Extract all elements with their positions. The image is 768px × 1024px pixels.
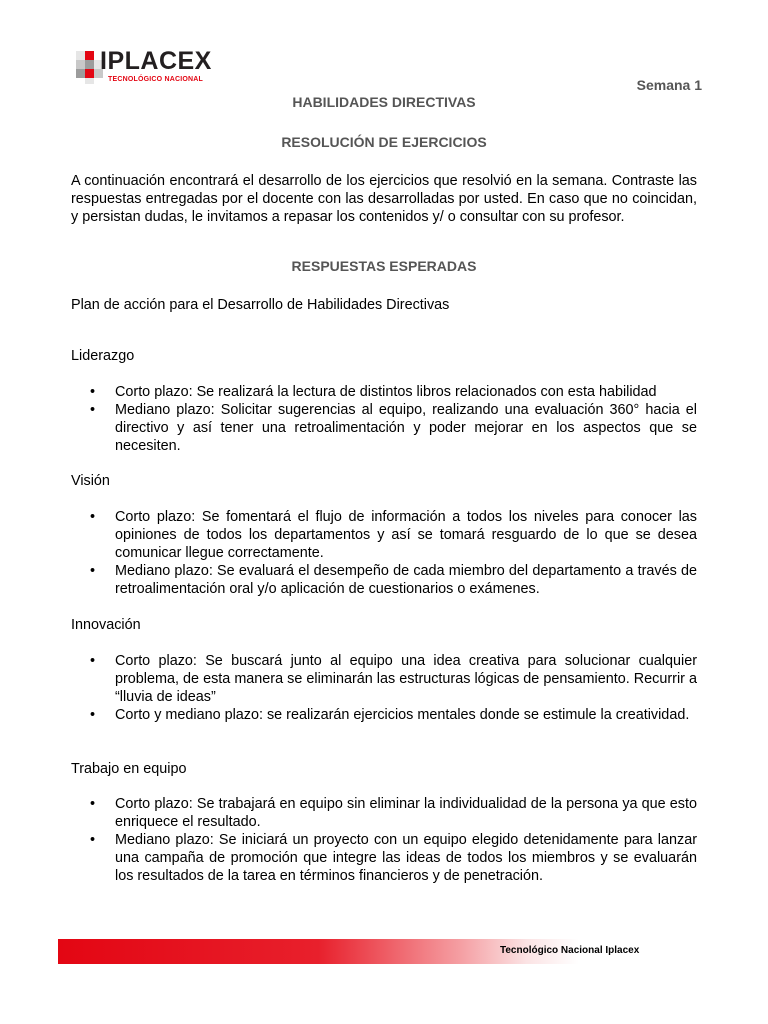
section-heading-liderazgo: Liderazgo — [71, 348, 135, 364]
bullet-icon: • — [90, 796, 96, 812]
logo-name: IPLACEX — [100, 47, 212, 75]
bullet-list-trabajo-en-equipo — [71, 795, 697, 885]
bullet-icon: • — [90, 707, 96, 723]
list-item — [71, 831, 697, 885]
section-heading-trabajo-en-equipo: Trabajo en equipo — [71, 761, 187, 777]
bullet-icon: • — [90, 384, 96, 400]
list-item-text: Corto plazo: Se buscará junto al equipo una idea creativa para solucionar cualquier problema, de esta manera se eliminarán las estructuras lógicas de pensamiento. Recurrir a “lluvia de ideas” — [115, 653, 697, 705]
section-title: RESOLUCIÓN DE EJERCICIOS — [281, 134, 487, 150]
section-heading-innovacion: Innovación — [71, 617, 141, 633]
bullet-icon: • — [90, 563, 96, 579]
list-item-text: Corto plazo: Se fomentará el flujo de información a todos los niveles para conocer las opiniones de todos los departamentos y así se tomará resguardo de lo que se desea comunicar llegue correctamente. — [115, 509, 697, 561]
intro-paragraph — [71, 172, 697, 226]
plan-title: Plan de acción para el Desarrollo de Habilidades Directivas — [71, 297, 450, 313]
answers-title: RESPUESTAS ESPERADAS — [291, 258, 477, 274]
bullet-icon: • — [90, 402, 96, 418]
logo-tagline: TECNOLÓGICO NACIONAL — [108, 76, 203, 83]
list-item-text: Corto plazo: Se trabajará en equipo sin eliminar la individualidad de la persona ya que esto enriquece el resultado. — [115, 796, 697, 830]
bullet-list-vision — [71, 508, 697, 598]
iplacex-logo — [76, 47, 236, 87]
list-item-text: Mediano plazo: Solicitar sugerencias al equipo, realizando una evaluación 360° hacia el directivo y así tener una retroalimentación y poder mejorar en los aspectos que se necesiten. — [115, 402, 697, 454]
list-item-text: Corto plazo: Se realizará la lectura de distintos libros relacionados con esta habilidad — [115, 384, 657, 400]
list-item — [71, 562, 697, 598]
bullet-list-innovacion — [71, 652, 697, 724]
list-item-text: Mediano plazo: Se iniciará un proyecto con un equipo elegido detenidamente para lanzar una campaña de promoción que integre las ideas de todos los miembros y se evaluarán los resultados de la tarea en términos financieros y de penetración. — [115, 832, 697, 884]
list-item — [71, 795, 697, 831]
list-item — [71, 652, 697, 706]
bullet-list-liderazgo — [71, 383, 697, 455]
list-item — [71, 383, 697, 401]
list-item — [71, 401, 697, 455]
list-item — [71, 508, 697, 562]
section-heading-vision: Visión — [71, 473, 110, 489]
bullet-icon: • — [90, 509, 96, 525]
list-item — [71, 706, 697, 724]
week-label: Semana 1 — [636, 77, 702, 93]
list-item-text: Mediano plazo: Se evaluará el desempeño de cada miembro del departamento a través de retroalimentación oral y/o aplicación de cuestionarios o exámenes. — [115, 563, 697, 597]
course-title: HABILIDADES DIRECTIVAS — [292, 94, 476, 110]
list-item-text: Corto y mediano plazo: se realizarán ejercicios mentales donde se estimule la creatividad. — [115, 707, 690, 723]
bullet-icon: • — [90, 653, 96, 669]
footer-text: Tecnológico Nacional Iplacex — [500, 945, 640, 956]
bullet-icon: • — [90, 832, 96, 848]
intro-text: A continuación encontrará el desarrollo de los ejercicios que resolvió en la semana. Contraste las respuestas entregadas por el docente con las desarrolladas por usted. En caso que no coincidan, y persistan dudas, le invitamos a repasar los contenidos y/ o consultar con su profesor. — [71, 173, 697, 225]
